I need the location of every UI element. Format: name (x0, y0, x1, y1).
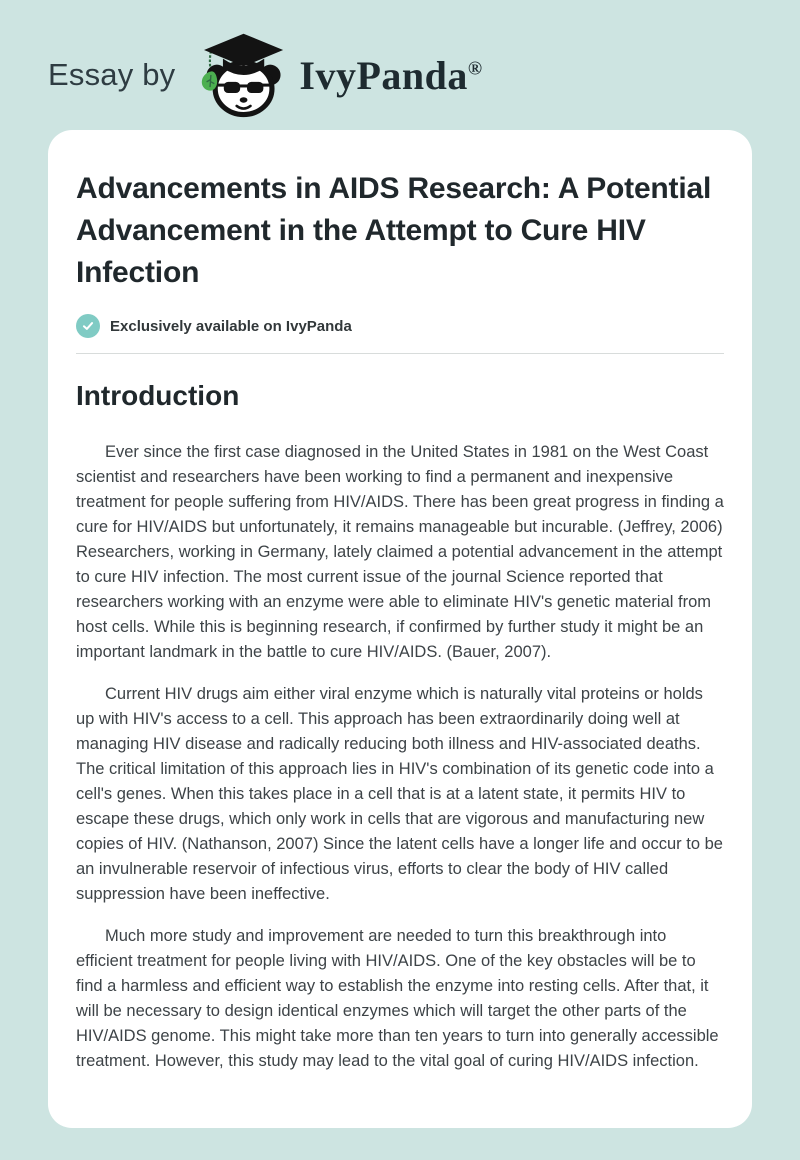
divider (76, 353, 724, 354)
check-icon (76, 314, 100, 338)
brand-name (299, 52, 482, 99)
essay-title: Advancements in AIDS Research: A Potential Advancement in the Attempt to Cure HIV Infection (76, 172, 712, 289)
availability-text: Exclusively available on IvyPanda (110, 317, 352, 335)
registered-trademark: ® (467, 58, 483, 80)
page-header (0, 0, 800, 116)
essay-body (76, 440, 724, 1074)
paragraph: Much more study and improvement are needed to turn this breakthrough into efficient treatment for people living with HIV/AIDS. One of the key obstacles will be to find a harmless and efficient way to establish the enzyme into resting cells. After that, it will be necessary to design identical enzymes which will target the other parts of the HIV/AIDS genome. This might take more than ten years to turn into generally accessible treatment. However, this study may lead to the vital goal of curing HIV/AIDS infection. (76, 927, 719, 1070)
ivypanda-panda-logo-icon (189, 32, 293, 118)
essay-card (48, 130, 752, 1128)
paragraph: Current HIV drugs aim either viral enzyme which is naturally vital proteins or holds up with HIV's access to a cell. This approach has been extraordinarily doing well at managing HIV disease and radically reducing both illness and HIV-associated deaths. The critical limitation of this approach lies in HIV's combination of its genetic code into a cell's genes. When this takes place in a cell that is at a latent state, it permits HIV to escape these drugs, which only work in cells that are vigorous and manufacturing new copies of HIV. (Nathanson, 2007) Since the latent cells have a longer life and occur to be an invulnerable reservoir of infectious virus, efforts to clear the body of HIV called suppression have been ineffective. (76, 685, 723, 903)
paragraph: Ever since the first case diagnosed in the United States in 1981 on the West Coast scientist and researchers have been working to find a permanent and inexpensive treatment for people suffering from HIV/AIDS. There has been great progress in finding a cure for HIV/AIDS but unfortunately, it remains manageable but incurable. (Jeffrey, 2006) Researchers, working in Germany, lately claimed a potential advancement in the attempt to cure HIV infection. The most current issue of the journal Science reported that researchers working with an enzyme were able to eliminate HIV's genetic material from host cells. While this is beginning research, if confirmed by further study it might be an important landmark in the battle to cure HIV/AIDS. (Bauer, 2007). (76, 443, 724, 661)
essay-by-label: Essay by (48, 57, 176, 92)
brand-text: IvyPanda (299, 52, 468, 98)
section-heading-introduction: Introduction (76, 380, 240, 411)
availability-note (76, 314, 724, 338)
